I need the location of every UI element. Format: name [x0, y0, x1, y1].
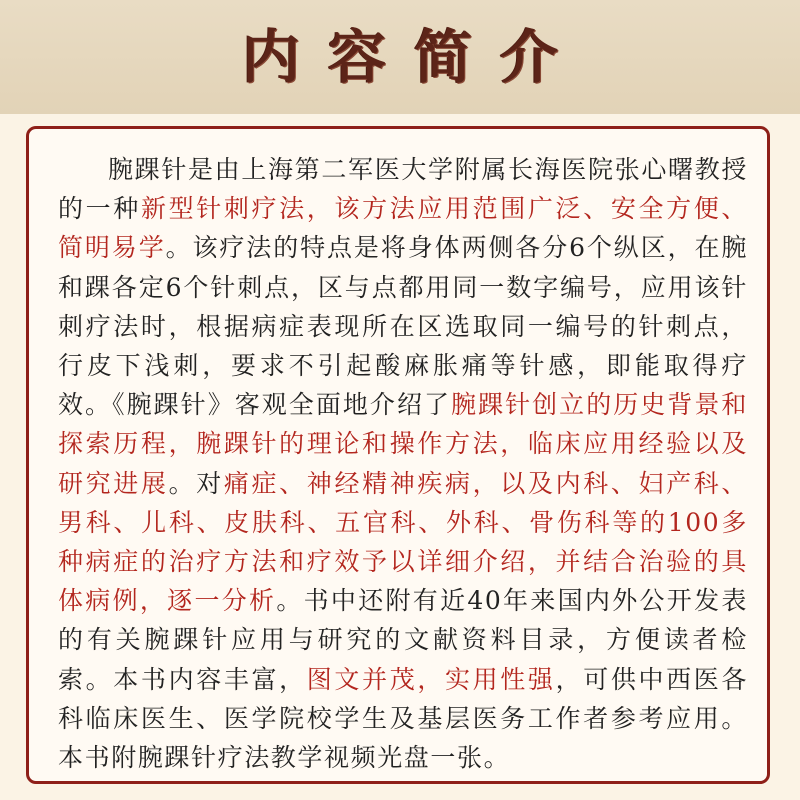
intro-highlight: 新型针刺疗法，该方法应用范围广泛、安全方便、简明易学	[58, 194, 749, 263]
intro-text: 腕踝针是由上海第二军医大学附属长海医院张心曙教授的一种	[58, 155, 748, 224]
intro-text: 。书中还附有近40年来国内外公开发表的有关腕踝针应用与研究的文献资料目录，方便读者检索。本书内容丰富，	[58, 586, 748, 694]
intro-text: 。对	[168, 468, 224, 498]
intro-highlight: 痛症、神经精神疾病，以及内科、妇产科、男科、儿科、皮肤科、五官科、外科、骨伤科等的100多种病症的治疗方法和疗效予以详细介绍，并结合治验的具体病例，逐一分析	[58, 468, 749, 616]
intro-text: ，可供中西医各科临床医生、医学院校学生及基层医务工作者参考应用。本书附腕踝针疗法教学视频光盘一张。	[58, 664, 749, 773]
intro-paragraph	[58, 150, 748, 777]
intro-text: 。该疗法的特点是将身体两侧各分6个纵区，在腕和踝各定6个针刺点，区与点都用同一数字编号，应用该针刺疗法时，根据病症表现所在区选取同一编号的针刺点，行皮下浅刺，要求不引起酸麻胀痛等针感，即能取得疗效。《腕踝针》客观全面地介绍了	[58, 233, 749, 420]
intro-highlight: 腕踝针创立的历史背景和探索历程，腕踝针的理论和操作方法，临床应用经验以及研究进展	[58, 390, 748, 498]
intro-highlight: 图文并茂，实用性强	[306, 664, 556, 694]
page-title: 内容简介	[241, 23, 586, 91]
header-band	[0, 0, 800, 115]
